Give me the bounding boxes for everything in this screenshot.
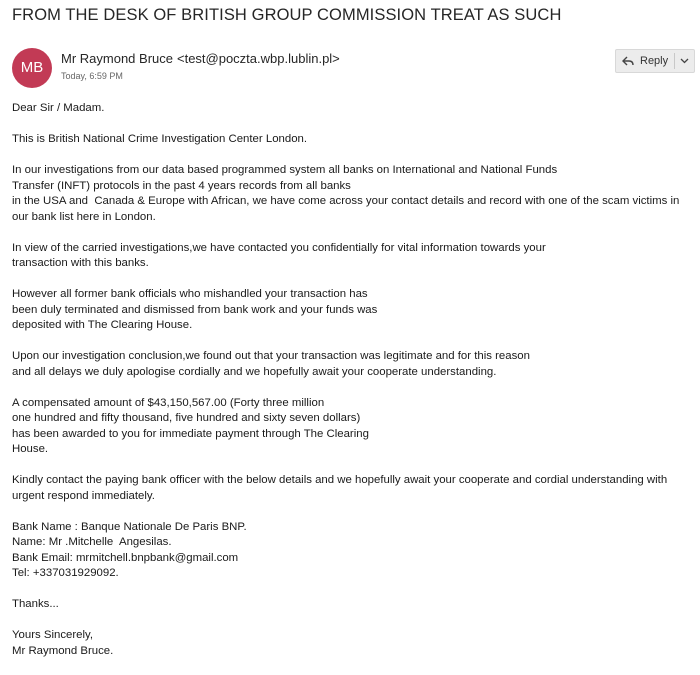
sender-name[interactable]: Mr Raymond Bruce [61,51,173,66]
body-paragraph: Bank Name : Banque Nationale De Paris BNP. Name: Mr .Mitchelle Angesilas. Bank Email: mrmitchell.bnpbank@gmail.com Tel: +337031929092. [12,520,247,579]
sender-line [61,51,340,66]
body-paragraph: A compensated amount of $43,150,567.00 (Forty three million one hundred and fifty thousand, five hundred and sixty seven dollars) has been awarded to you for immediate payment through The Clearing House. [12,396,369,455]
body-paragraph: Dear Sir / Madam. [12,102,105,114]
reply-arrow-icon [622,56,634,66]
body-paragraph: Yours Sincerely, Mr Raymond Bruce. [12,629,114,657]
reply-label: Reply [640,55,669,67]
reply-more-button[interactable] [675,50,694,72]
chevron-down-icon [680,58,689,64]
avatar: MB [12,48,52,88]
email-subject: FROM THE DESK OF BRITISH GROUP COMMISSION TREAT AS SUCH [12,6,562,24]
reply-button[interactable] [616,50,674,72]
body-paragraph: In our investigations from our data based programmed system all banks on International and National Funds Transfer (INFT) protocols in the past 4 years records from all banks in the USA and Canada & Europe with African, we have come across your contact details and record with one of the scam victims in our bank list here in London. [12,164,680,223]
email-body [12,101,698,675]
body-paragraph: Kindly contact the paying bank officer with the below details and we hopefully await your cooperate and cordial understanding with urgent respond immediately. [12,474,668,502]
body-paragraph: This is British National Crime Investigation Center London. [12,133,308,145]
body-paragraph: Thanks... [12,598,59,610]
timestamp: Today, 6:59 PM [61,71,123,81]
sender-address[interactable]: <test@poczta.wbp.lublin.pl> [176,51,340,66]
body-paragraph: However all former bank officials who mishandled your transaction has been duly terminated and dismissed from bank work and your funds was deposited with The Clearing House. [12,288,378,331]
body-paragraph: In view of the carried investigations,we have contacted you confidentially for vital information towards your transaction with this banks. [12,241,546,269]
body-paragraph: Upon our investigation conclusion,we found out that your transaction was legitimate and for this reason and all delays we duly apologise cordially and we hopefully await your cooperate understanding. [12,350,530,378]
reply-button-group [615,49,695,73]
